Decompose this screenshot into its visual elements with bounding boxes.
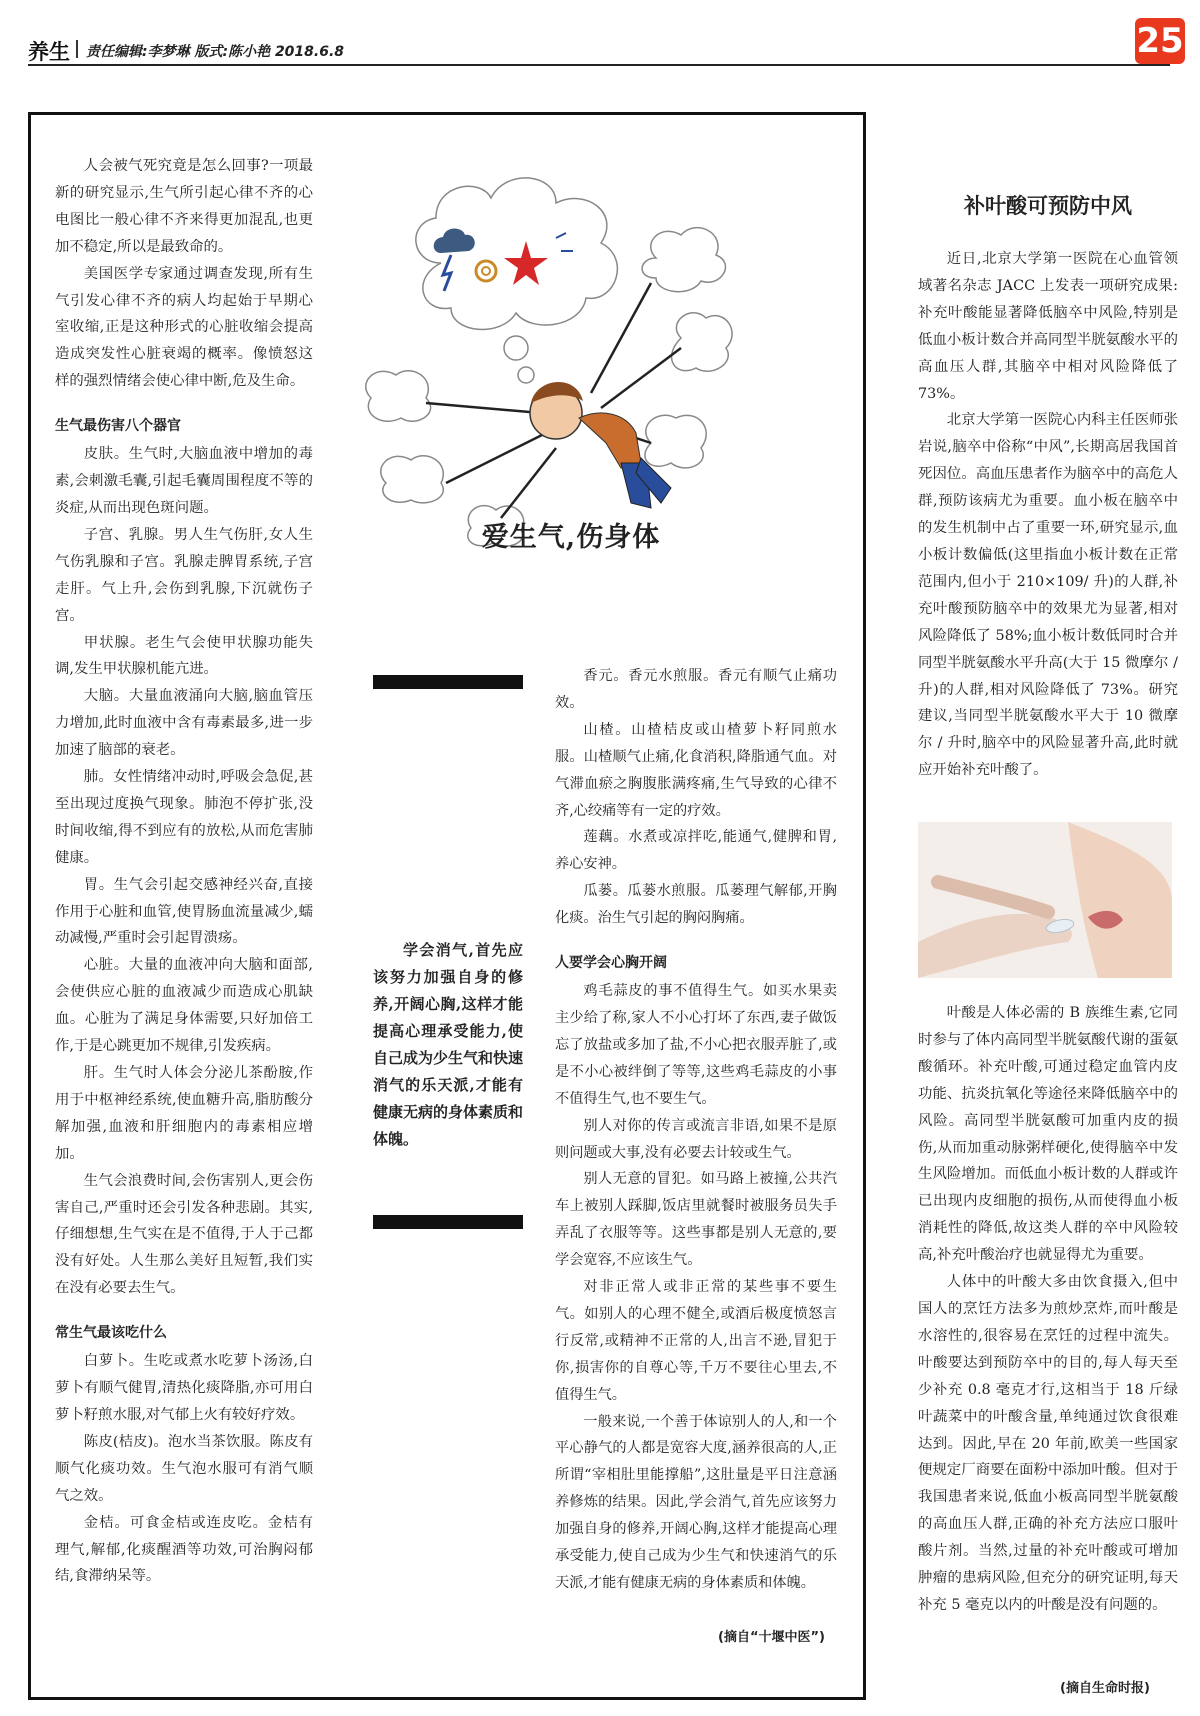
- paragraph: 甲状腺。老生气会使甲状腺功能失调,发生甲状腺机能亢进。: [55, 634, 313, 678]
- angry-man-illustration: [351, 163, 741, 553]
- puff-cloud: [645, 415, 706, 468]
- pull-quote-text: 学会消气,首先应该努力加强自身的修养,开阔心胸,这样才能提高心理承受能力,使自己成为少生气和快速消气的乐天派,才能有健康无病的身体素质和体魄。: [373, 941, 524, 1148]
- paragraph: 对非正常人或非正常的某些事不要生气。如别人的心理不健全,或酒后极度愤怒言行反常,或精神不正常的人,出言不逊,冒犯于你,损害你的自尊心等,千万不要往心里去,不值得生气。: [555, 1279, 837, 1403]
- section3-paragraphs: [555, 978, 837, 1597]
- section1-paragraphs: [55, 441, 313, 1302]
- pill-photo: [918, 822, 1172, 978]
- paragraph: 生气会浪费时间,会伤害别人,更会伤害自己,严重时还会引发各种悲剧。其实,仔细想想,生气实在是不值得,于人于己都没有好处。人生那么美好且短暂,我们实在没有必要去生气。: [55, 1172, 313, 1297]
- side-article-source: (摘自生命时报): [1060, 1681, 1150, 1696]
- paragraph: 人体中的叶酸大多由饮食摄入,但中国人的烹饪方法多为煎炒烹炸,而叶酸是水溶性的,很容易在烹饪的过程中流失。叶酸要达到预防卒中的目的,每人每天至少补充 0.8 毫克才行,这相当于 18 斤绿叶蔬菜中的叶酸含量,单纯通过饮食很难达到。因此,早在 20 年前,欧美一些国家便规定厂商要在面粉中添加叶酸。但对于我国患者来说,低血小板高同型半胱氨酸的高血压人群,正确的补充方法应口服叶酸片剂。当然,过量的补充叶酸或可增加肿瘤的患病风险,但充分的研究证明,每天补充 5 毫克以内的叶酸是没有问题的。: [918, 1274, 1178, 1613]
- paragraph: 皮肤。生气时,大脑血液中增加的毒素,会刺激毛囊,引起毛囊周围程度不等的炎症,从而出现色斑问题。: [55, 446, 313, 516]
- section-heading: 生气最伤害八个器官: [55, 418, 181, 435]
- paragraph: 香元。香元水煎服。香元有顺气止痛功效。: [555, 668, 837, 711]
- left-column: [55, 153, 313, 1590]
- paragraph: 山楂。山楂桔皮或山楂萝卜籽同煎水服。山楂顺气止痛,化食消积,降脂通气血。对气滞血瘀之胸腹胀满疼痛,生气导致的心律不齐,心绞痛等有一定的疗效。: [555, 721, 837, 819]
- article-source: (摘自“十堰中医”): [718, 1630, 825, 1645]
- article-title: 爱生气,伤身体: [481, 522, 661, 553]
- paragraph: 叶酸是人体必需的 B 族维生素,它同时参与了体内高同型半胱氨酸代谢的蛋氨酸循环。补充叶酸,可通过稳定血管内皮功能、抗炎抗氧化等途径来降低脑卒中的风险。高同型半胱氨酸可加重内皮的损伤,从而加重动脉粥样硬化,使得脑卒中发生风险增加。而低血小板计数的人群或许已出现内皮细胞的损伤,从而使得血小板消耗性的降低,故这类人群的卒中风险较高,补充叶酸治疗也就显得尤为重要。: [918, 1005, 1178, 1264]
- puff-cloud: [642, 228, 725, 292]
- paragraph: 白萝卜。生吃或煮水吃萝卜汤汤,白萝卜有顺气健胃,清热化痰降脂,亦可用白萝卜籽煎水服,对气郁上火有较好疗效。: [55, 1353, 313, 1423]
- paragraph: 一般来说,一个善于体谅别人的人,和一个平心静气的人都是宽容大度,涵养很高的人,正所谓“宰相肚里能撑船”,这肚量是平日注意涵养修炼的结果。因此,学会消气,首先应该努力加强自身的修养,开阔心胸,这样才能提高心理承受能力,使自己成为少生气和快速消气的乐天派,才能有健康无病的身体素质和体魄。: [555, 1413, 837, 1591]
- paragraph: 别人无意的冒犯。如马路上被撞,公共汽车上被别人踩脚,饭店里就餐时被服务员失手弄乱了衣服等等。这些事都是别人无意的,要学会宽容,不应该生气。: [555, 1171, 837, 1269]
- section-heading: 人要学会心胸开阔: [555, 955, 667, 972]
- paragraph: 鸡毛蒜皮的事不值得生气。如买水果卖主少给了称,家人不小心打坏了东西,妻子做饭忘了放盐或多加了盐,不小心把衣服弄脏了,或是不小心被绊倒了等等,这些鸡毛蒜皮的小事不值得生气,也不要生气。: [555, 983, 837, 1107]
- puff-cloud: [366, 371, 431, 422]
- paragraph: 北京大学第一医院心内科主任医师张岩说,脑卒中俗称“中风”,长期高居我国首死因位。高血压患者作为脑卒中的高危人群,预防该病尤为重要。血小板在脑卒中的发生机制中占了重要一环,研究显示,血小板计数偏低(这里指血小板计数在正常范围内,但小于 210×109/ 升)的人群,补充叶酸预防脑卒中的效果尤为显著,相对风险降低了 58%;血小板计数低同时合并同型半胱氨酸水平升高(大于 15 微摩尔 / 升)的人群,相对风险降低了 73%。研究建议,当同型半胱氨酸水平大于 10 微摩尔 / 升时,脑卒中的风险显著升高,此时就应开始补充叶酸了。: [918, 412, 1178, 779]
- pull-quote: [373, 937, 523, 1153]
- paragraph: 胃。生气会引起交感神经兴奋,直接作用于心脏和血管,使胃肠血流量减少,蠕动减慢,严重时会引起胃溃疡。: [55, 876, 313, 947]
- middle-paragraphs: [555, 663, 837, 932]
- thought-cloud: [416, 178, 618, 330]
- paragraph: 心脏。大量的血液冲向大脑和面部,会使供应心脏的血液减少而造成心肌缺血。心脏为了满足身体需要,只好加倍工作,于是心跳更加不规律,引发疾病。: [55, 957, 313, 1055]
- paragraph: 肝。生气时人体会分泌儿茶酚胺,作用于中枢神经系统,使血糖升高,脂肪酸分解加强,血液和肝细胞内的毒素相应增加。: [55, 1065, 313, 1162]
- side-article-title: 补叶酸可预防中风: [964, 193, 1132, 218]
- paragraph: 莲藕。水煮或凉拌吃,能通气,健脾和胃,养心安神。: [555, 829, 837, 873]
- paragraph: 别人对你的传言或流言非语,如果不是原则问题或大事,没有必要去计较或生气。: [555, 1117, 837, 1161]
- paragraph: 子宫、乳腺。男人生气伤肝,女人生气伤乳腺和子宫。乳腺走脾胃系统,子宫走肝。气上升,会伤到乳腺,下沉就伤子宫。: [55, 526, 313, 624]
- pull-quote-bar-bottom: [373, 1215, 523, 1229]
- paragraph: 近日,北京大学第一医院在心血管领域著名杂志 JACC 上发表一项研究成果:补充叶酸能显著降低脑卒中风险,特别是低血小板计数合并高同型半胱氨酸水平的高血压人群,其脑卒中相对风险降低了 73%。: [918, 251, 1178, 402]
- paragraph: 瓜蒌。瓜蒌水煎服。瓜蒌理气解郁,开胸化痰。治生气引起的胸闷胸痛。: [555, 883, 837, 927]
- intro-paragraphs: [55, 153, 313, 395]
- page-number: 25: [1135, 18, 1185, 64]
- paragraph: 陈皮(桔皮)。泡水当茶饮服。陈皮有顺气化痰功效。生气泡水服可有消气顺气之效。: [55, 1433, 313, 1504]
- section2-paragraphs: [55, 1348, 313, 1590]
- side-article-bottom: [918, 1000, 1178, 1619]
- paragraph: 肺。女性情绪冲动时,呼吸会急促,甚至出现过度换气现象。肺泡不停扩张,没时间收缩,得不到应有的放松,从而危害肺健康。: [55, 769, 313, 866]
- paragraph: 人会被气死究竟是怎么回事?一项最新的研究显示,生气所引起心律不齐的心电图比一般心律不齐来得更加混乱,也更加不稳定,所以是最致命的。: [55, 158, 313, 255]
- paragraph: 金桔。可食金桔或连皮吃。金桔有理气,解郁,化痰醒酒等功效,可治胸闷郁结,食滞纳呆等。: [55, 1514, 313, 1585]
- section-name: 养生: [28, 40, 70, 64]
- section-heading: 常生气最该吃什么: [55, 1325, 167, 1342]
- main-article-box: [28, 112, 866, 1700]
- page-header: [28, 21, 1184, 66]
- puff-cloud: [381, 456, 444, 503]
- middle-column: [555, 663, 837, 1597]
- side-article-top: [918, 246, 1178, 784]
- pull-quote-bar-top: [373, 675, 523, 689]
- paragraph: 美国医学专家通过调查发现,所有生气引发心律不齐的病人均起始于早期心室收缩,正是这种形式的心脏收缩会提高造成突发性心脏衰竭的概率。像愤怒这样的强烈情绪会使心律中断,危及生命。: [55, 265, 313, 390]
- puff-cloud: [672, 313, 733, 372]
- header-rule: [28, 64, 1170, 66]
- paragraph: 大脑。大量血液涌向大脑,脑血管压力增加,此时血液中含有毒素最多,进一步加速了脑部的衰老。: [55, 688, 313, 759]
- header-divider: [76, 40, 78, 58]
- editor-credits: 责任编辑:李梦琳 版式:陈小艳 2018.6.8: [86, 44, 345, 60]
